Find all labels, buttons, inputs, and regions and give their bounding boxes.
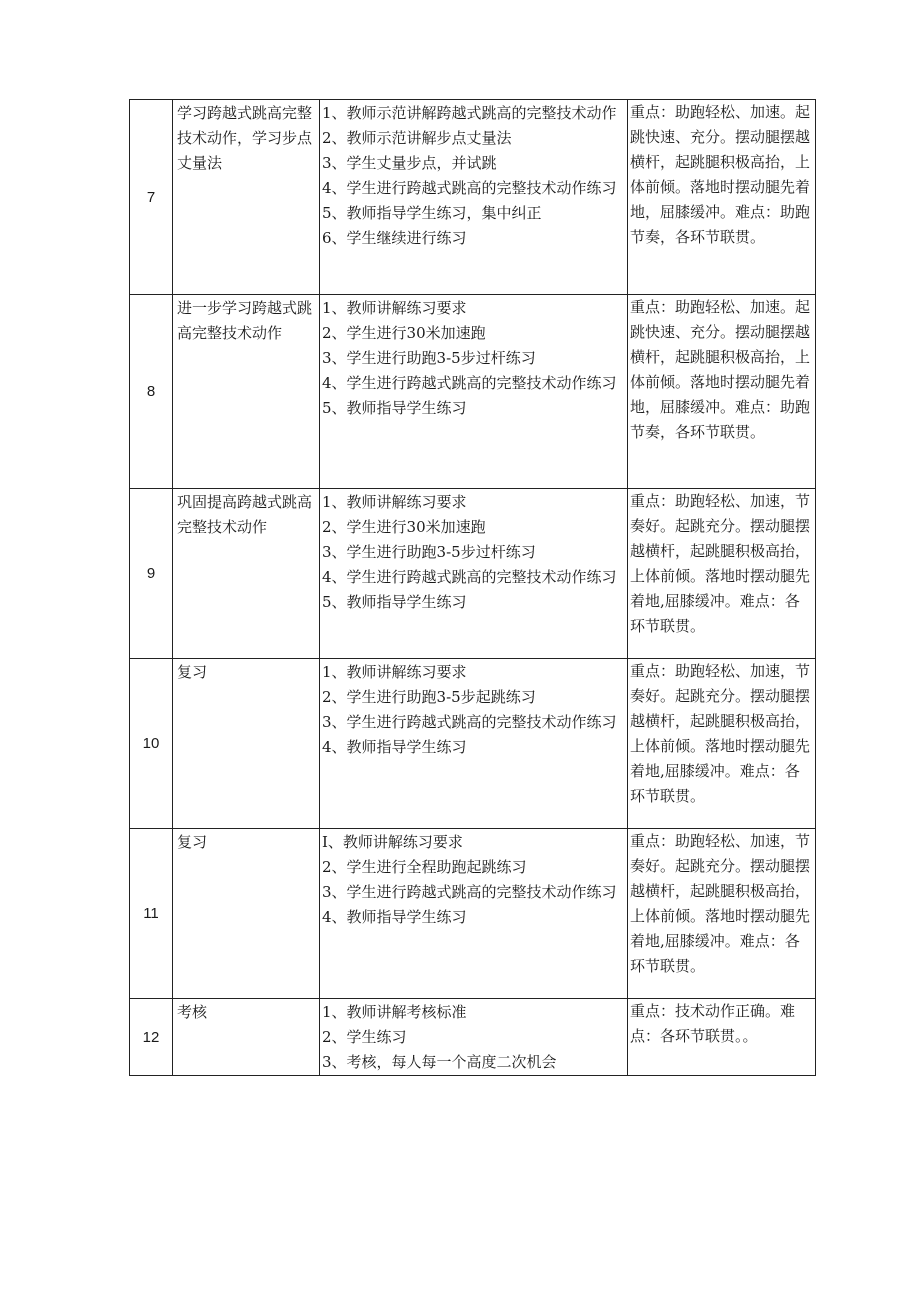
teaching-step: 3、学生丈量步点，并试跳 <box>322 154 497 172</box>
keypoints-text: 重点：助跑轻松、加速。起跳快速、充分。摆动腿摆越横杆，起跳腿积极高抬，上体前倾。落地时摆动腿先着地，屈膝缓冲。难点：助跑节奏，各环节联贯。 <box>630 103 811 246</box>
teaching-steps <box>320 659 628 829</box>
lesson-topic: 进一步学习跨越式跳高完整技术动作 <box>173 295 320 489</box>
teaching-step: 1、教师讲解考核标准 <box>322 1003 467 1021</box>
key-and-difficult-points <box>628 489 816 659</box>
keypoints-text: 重点：技术动作正确。难点：各环节联贯。。 <box>630 1002 796 1045</box>
keypoints-text: 重点：助跑轻松、加速，节奏好。起跳充分。摆动腿摆越横杆，起跳腿积极高抬，上体前倾。落地时摆动腿先着地,屈膝缓冲。难点：各环节联贯。 <box>630 832 811 975</box>
teaching-steps <box>320 489 628 659</box>
lesson-number: 7 <box>130 100 173 295</box>
teaching-step: 3、学生进行跨越式跳高的完整技术动作练习 <box>322 713 617 731</box>
teaching-step: 5、教师指导学生练习 <box>322 593 467 611</box>
teaching-step: 6、学生继续进行练习 <box>322 229 467 247</box>
teaching-step: 3、学生进行助跑3-5步过杆练习 <box>322 543 536 561</box>
teaching-step: 2、学生进行30米加速跑 <box>322 518 486 536</box>
teaching-step: 5、教师指导学生练习 <box>322 399 467 417</box>
teaching-step: 4、教师指导学生练习 <box>322 738 467 756</box>
teaching-step: 2、学生进行全程助跑起跳练习 <box>322 858 527 876</box>
teaching-step: 1、教师讲解练习要求 <box>322 299 467 317</box>
teaching-step: 4、教师指导学生练习 <box>322 908 467 926</box>
lesson-topic: 巩固提高跨越式跳高完整技术动作 <box>173 489 320 659</box>
lesson-number: 12 <box>130 999 173 1076</box>
teaching-steps <box>320 295 628 489</box>
key-and-difficult-points <box>628 100 816 295</box>
teaching-step: 4、学生进行跨越式跳高的完整技术动作练习 <box>322 374 617 392</box>
keypoints-text: 重点：助跑轻松、加速，节奏好。起跳充分。摆动腿摆越横杆，起跳腿积极高抬，上体前倾。落地时摆动腿先着地,屈膝缓冲。难点：各环节联贯。 <box>630 662 811 805</box>
lesson-topic: 复习 <box>173 829 320 999</box>
key-and-difficult-points <box>628 659 816 829</box>
teaching-step: 3、学生进行跨越式跳高的完整技术动作练习 <box>322 883 617 901</box>
lesson-topic: 复习 <box>173 659 320 829</box>
lesson-number: 9 <box>130 489 173 659</box>
key-and-difficult-points <box>628 829 816 999</box>
table-row <box>130 999 816 1076</box>
table-row <box>130 659 816 829</box>
key-and-difficult-points <box>628 999 816 1076</box>
lesson-plan-table <box>129 99 816 1076</box>
teaching-step: 1、教师讲解练习要求 <box>322 663 467 681</box>
lesson-number: 11 <box>130 829 173 999</box>
teaching-step: 4、学生进行跨越式跳高的完整技术动作练习 <box>322 568 617 586</box>
teaching-step: 3、考核，每人每一个高度二次机会 <box>322 1053 557 1071</box>
teaching-steps <box>320 999 628 1076</box>
teaching-step: 5、教师指导学生练习，集中纠正 <box>322 204 542 222</box>
teaching-step: 2、学生进行30米加速跑 <box>322 324 486 342</box>
teaching-step: 4、学生进行跨越式跳高的完整技术动作练习 <box>322 179 617 197</box>
teaching-step: 2、学生进行助跑3-5步起跳练习 <box>322 688 536 706</box>
lesson-topic: 学习跨越式跳高完整技术动作，学习步点丈量法 <box>173 100 320 295</box>
teaching-steps <box>320 100 628 295</box>
lesson-number: 10 <box>130 659 173 829</box>
teaching-step: 2、学生练习 <box>322 1028 407 1046</box>
key-and-difficult-points <box>628 295 816 489</box>
table-row <box>130 295 816 489</box>
teaching-step: 2、教师示范讲解步点丈量法 <box>322 129 512 147</box>
teaching-step: I、教师讲解练习要求 <box>322 833 463 851</box>
keypoints-text: 重点：助跑轻松、加速。起跳快速、充分。摆动腿摆越横杆，起跳腿积极高抬，上体前倾。落地时摆动腿先着地，屈膝缓冲。难点：助跑节奏，各环节联贯。 <box>630 298 811 441</box>
table-body <box>130 100 816 1076</box>
teaching-step: 1、教师讲解练习要求 <box>322 493 467 511</box>
teaching-step: 1、教师示范讲解跨越式跳高的完整技术动作 <box>322 104 617 122</box>
table-row <box>130 829 816 999</box>
keypoints-text: 重点：助跑轻松、加速，节奏好。起跳充分。摆动腿摆越横杆，起跳腿积极高抬，上体前倾。落地时摆动腿先着地,屈膝缓冲。难点：各环节联贯。 <box>630 492 811 635</box>
lesson-topic: 考核 <box>173 999 320 1076</box>
teaching-steps <box>320 829 628 999</box>
lesson-number: 8 <box>130 295 173 489</box>
teaching-step: 3、学生进行助跑3-5步过杆练习 <box>322 349 536 367</box>
table-row <box>130 100 816 295</box>
table-row <box>130 489 816 659</box>
